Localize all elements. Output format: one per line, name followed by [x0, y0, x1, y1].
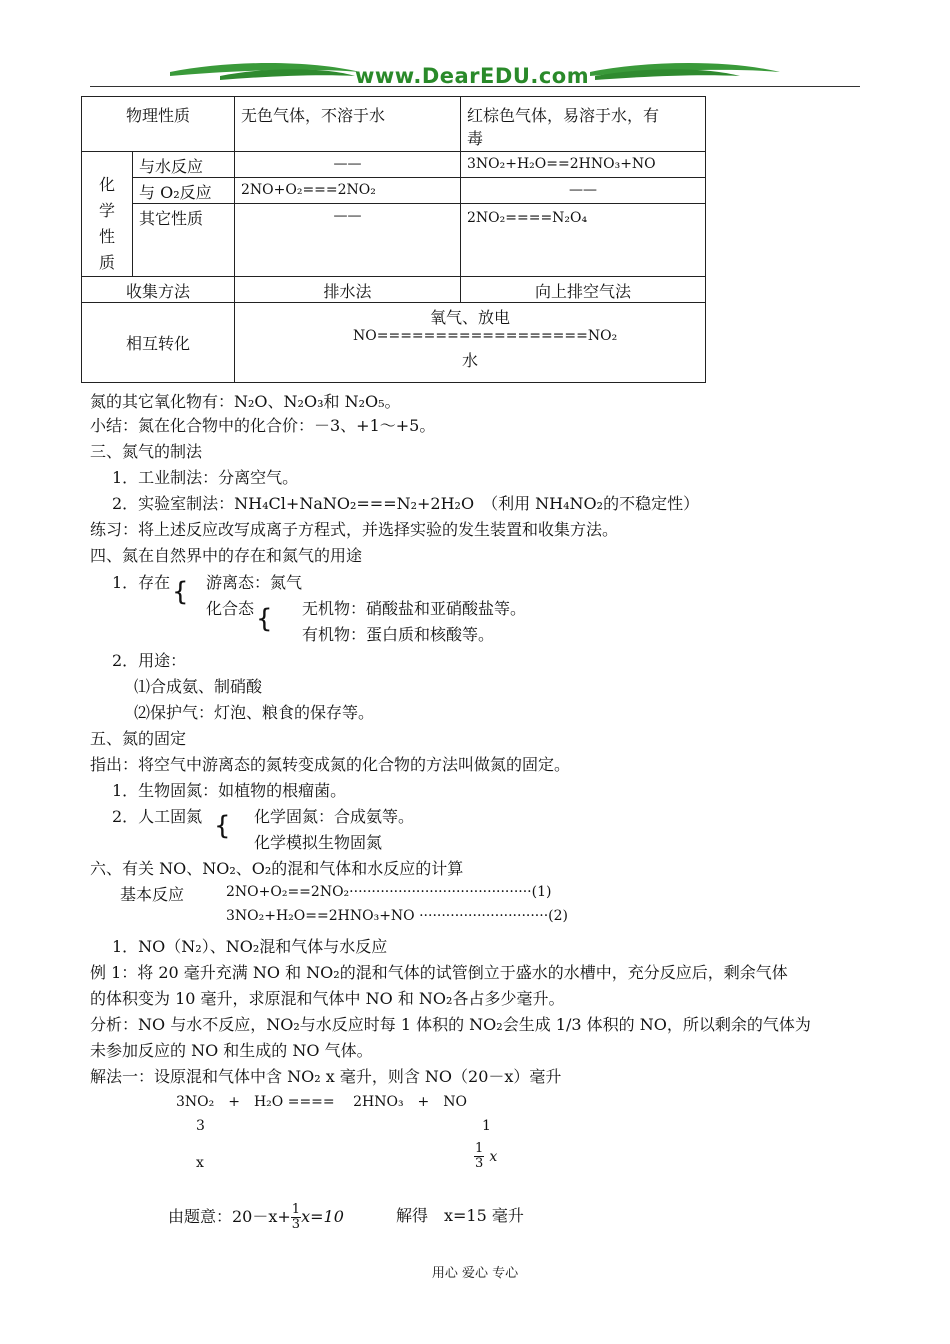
table-row: [82, 97, 706, 152]
text-line: 基本反应: [120, 885, 185, 904]
text-line: 例 1：将 20 毫升充满 NO 和 NO₂的混和气体的试管倒立于盛水的水槽中，充分反应后，剩余气体: [90, 963, 788, 982]
text-span: 由题意：20－x+: [168, 1207, 291, 1226]
section-heading: 四、氮在自然界中的存在和氮气的用途: [90, 546, 363, 565]
text-line: 小结：氮在化合物中的化合价：－3、+1～+5。: [90, 416, 436, 435]
text-line: 1．生物固氮：如植物的根瘤菌。: [112, 781, 347, 800]
text-line: ⑴合成氨、制硝酸: [134, 677, 263, 696]
char: 化: [98, 175, 115, 194]
table-cell: 无色气体，不溶于水: [235, 97, 461, 152]
table-cell: 3NO₂+H₂O==2HNO₃+NO: [461, 152, 706, 178]
cell-line: 毒: [467, 129, 484, 148]
equation: 2NO+O₂==2NO₂·········································(1): [226, 884, 552, 900]
text-line: 化合态: [206, 599, 255, 618]
equation: 3NO₂+H₂O==2HNO₃+NO ·····························(2): [226, 908, 568, 924]
conversion-cell: [235, 303, 706, 383]
text-line: 指出：将空气中游离态的氮转变成氮的化合物的方法叫做氮的固定。: [90, 755, 571, 774]
text-line: 1．NO（N₂）、NO₂混和气体与水反应: [112, 937, 388, 956]
table-cell: 收集方法: [82, 277, 235, 303]
stoich-value: 3: [196, 1118, 205, 1134]
text-line: 分析：NO 与水不反应，NO₂与水反应时每 1 体积的 NO₂会生成 1/3 体积的 NO，所以剩余的气体为: [90, 1015, 811, 1034]
text-line: 化学固氮：合成氨等。: [254, 807, 415, 826]
conversion-mid: NO==================NO₂: [353, 328, 618, 344]
variable: x: [489, 1149, 498, 1165]
table-row: [82, 204, 706, 277]
char: 质: [98, 253, 115, 272]
table-cell: ——: [461, 178, 706, 204]
text-line: 有机物：蛋白质和核酸等。: [302, 625, 495, 644]
brace-icon: {: [256, 604, 273, 634]
table-row: [82, 152, 706, 178]
table-cell: 与水反应: [133, 152, 235, 178]
header-rule: [90, 86, 860, 87]
table-cell: [461, 97, 706, 152]
text-line: 解法一：设原混和气体中含 NO₂ x 毫升，则含 NO（20－x）毫升: [90, 1067, 562, 1086]
table-cell: 物理性质: [82, 97, 235, 152]
text-line: 解得 x=15 毫升: [396, 1206, 524, 1225]
site-logo-text: www.DearEDU.com: [355, 64, 590, 88]
text-line: [168, 1203, 344, 1232]
brace-icon: {: [214, 811, 231, 841]
numerator: 1: [291, 1202, 301, 1217]
text-line: 无机物：硝酸盐和亚硝酸盐等。: [302, 599, 527, 618]
section-heading: 五、氮的固定: [90, 729, 187, 748]
table-cell: ——: [235, 204, 461, 277]
conversion-bottom: 水: [461, 351, 478, 370]
table-cell: ——: [235, 152, 461, 178]
conversion-top: 氧气、放电: [429, 308, 510, 327]
cell-line: 红棕色气体，易溶于水，有: [467, 106, 660, 125]
table-cell: 2NO₂====N₂O₄: [461, 204, 706, 277]
denominator: 3: [291, 1217, 301, 1232]
page-footer: 用心 爱心 专心: [431, 1266, 519, 1281]
table-cell: 相互转化: [82, 303, 235, 383]
text-span: x=10: [301, 1207, 344, 1226]
char: 性: [98, 227, 115, 246]
table-row: [82, 277, 706, 303]
text-line: 未参加反应的 NO 和生成的 NO 气体。: [90, 1041, 373, 1060]
text-line: 1．工业制法：分离空气。: [112, 468, 299, 487]
fraction-expression: [474, 1142, 497, 1171]
text-line: 2．用途：: [112, 651, 187, 670]
text-line: 1．存在: [112, 573, 171, 592]
text-line: 的体积变为 10 毫升，求原混和气体中 NO 和 NO₂各占多少毫升。: [90, 989, 565, 1008]
section-heading: 三、氮气的制法: [90, 442, 203, 461]
text-line: 2．人工固氮: [112, 807, 203, 826]
denominator: 3: [475, 1156, 484, 1171]
table-cell: 与 O₂反应: [133, 178, 235, 204]
stoich-value: x: [196, 1155, 204, 1171]
equation: 3NO₂ + H₂O ==== 2HNO₃ + NO: [176, 1094, 468, 1110]
text-line: 2．实验室制法：NH₄Cl+NaNO₂===N₂+2H₂O （利用 NH₄NO₂的不稳定性）: [112, 494, 700, 513]
chem-properties-label: [82, 152, 133, 277]
table-cell: 向上排空气法: [461, 277, 706, 303]
fraction: [474, 1142, 484, 1171]
table-cell: 2NO+O₂===2NO₂: [235, 178, 461, 204]
numerator: 1: [475, 1141, 484, 1156]
table-cell: 其它性质: [133, 204, 235, 277]
text-line: 游离态：氮气: [206, 573, 303, 592]
fraction: [291, 1203, 301, 1232]
char: 学: [98, 201, 115, 220]
text-line: 练习：将上述反应改写成离子方程式，并选择实验的发生装置和收集方法。: [90, 520, 619, 539]
table-cell: 排水法: [235, 277, 461, 303]
table-row: [82, 178, 706, 204]
section-heading: 六、有关 NO、NO₂、O₂的混和气体和水反应的计算: [90, 859, 464, 878]
nitrogen-oxides-table: [81, 96, 706, 383]
text-line: 化学模拟生物固氮: [254, 833, 383, 852]
text-line: ⑵保护气：灯泡、粮食的保存等。: [134, 703, 375, 722]
brace-icon: {: [172, 577, 189, 607]
table-row: [82, 303, 706, 383]
text-line: 氮的其它氧化物有：N₂O、N₂O₃和 N₂O₅。: [90, 392, 401, 411]
stoich-value: 1: [482, 1118, 491, 1134]
